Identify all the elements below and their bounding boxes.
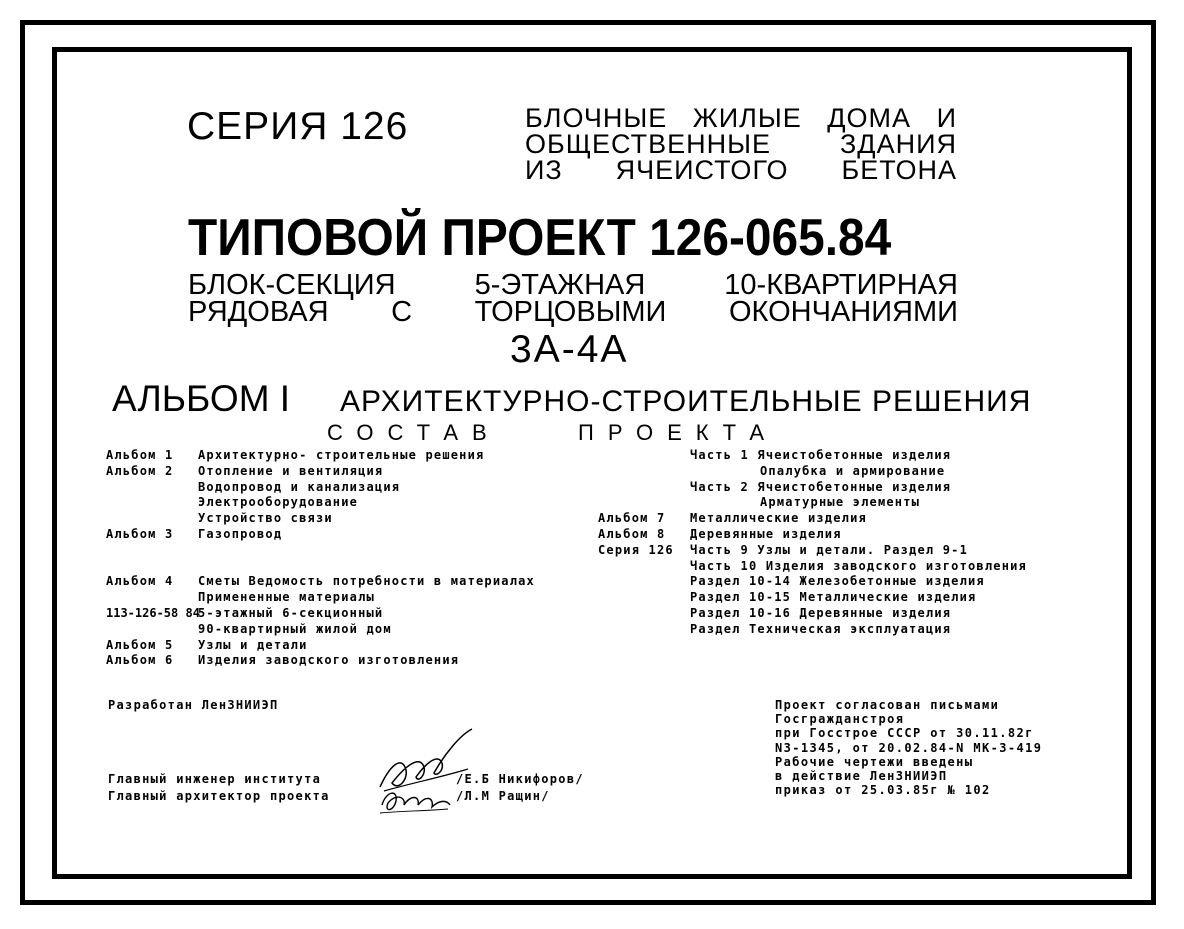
chief-engineer-title: Главный инженер института — [108, 772, 322, 786]
project-code: 3А-4А — [510, 328, 629, 371]
list-item — [106, 638, 535, 654]
list-text: Отопление и вентиляция — [198, 463, 384, 478]
chief-architect-title: Главный архитектор проекта — [108, 789, 330, 803]
list-label: 113-126-58 84 — [106, 605, 200, 620]
approval-line: Проект согласован письмами — [775, 698, 1000, 712]
approval-line: Рабочие чертежи введены — [775, 754, 974, 769]
list-item — [598, 480, 1027, 496]
list-text: Часть 10 Изделия заводского изготовления — [690, 558, 1027, 573]
composition-heading-2: ПРОЕКТА — [578, 420, 778, 445]
series-number: СЕРИЯ 126 — [187, 105, 409, 148]
list-text: Часть 1 Ячеистобетонные изделия — [690, 448, 952, 462]
list-label: Альбом 5 — [106, 637, 174, 652]
list-item — [106, 527, 535, 543]
subject-line: ИЗ ЯЧЕИСТОГО БЕТОНА — [525, 155, 957, 185]
chief-architect-name: /Л.М Ращин/ — [456, 789, 550, 803]
list-text: Архитектурно- строительные решения — [198, 448, 485, 462]
list-item — [598, 543, 1027, 559]
series-subject — [525, 105, 957, 183]
list-text: Опалубка и армирование — [760, 463, 946, 478]
list-text: Часть 2 Ячеистобетонные изделия — [690, 479, 952, 494]
list-item — [598, 464, 1027, 480]
list-text: Арматурные элементы — [760, 495, 921, 510]
list-label: Альбом 2 — [106, 463, 174, 478]
approval-line: Госгражданстроя — [775, 712, 905, 727]
list-label: Альбом 4 — [106, 574, 174, 589]
list-text: Устройство связи — [198, 511, 333, 526]
list-item — [106, 464, 535, 480]
right-contents-list — [598, 448, 1027, 638]
list-item — [106, 495, 535, 511]
list-label: Серия 126 — [598, 542, 674, 557]
subject-line: БЛОЧНЫЕ ЖИЛЫЕ ДОМА И — [525, 103, 957, 133]
list-text: Деревянные изделия — [690, 526, 842, 541]
list-text: Сметы Ведомость потребности в материалах — [198, 574, 535, 589]
list-item — [598, 495, 1027, 511]
list-label: Альбом 3 — [106, 526, 174, 541]
list-item — [106, 511, 535, 527]
approval-line: N3-1345, от 20.02.84-N МК-3-419 — [775, 740, 1043, 755]
album-number: АЛЬБОМ I — [112, 378, 291, 419]
approval-line: при Госстрое СССР от 30.11.82г — [775, 726, 1034, 741]
list-text: Раздел Техническая эксплуатация — [690, 621, 952, 636]
list-label: Альбом 7 — [598, 511, 666, 526]
list-text: 90-квартирный жилой дом — [198, 621, 392, 636]
list-item — [598, 606, 1027, 622]
list-label: Альбом 1 — [106, 448, 174, 462]
approval-block — [775, 698, 1042, 797]
list-text: Примененные материалы — [198, 590, 375, 605]
composition-heading: СОСТАВ — [327, 420, 501, 445]
left-contents-list — [106, 448, 535, 669]
list-item — [106, 622, 535, 638]
list-item — [598, 511, 1027, 527]
list-text: Металлические изделия — [690, 511, 867, 526]
list-label: Альбом 6 — [106, 653, 174, 668]
project-description — [188, 269, 958, 328]
list-label: Альбом 8 — [598, 526, 666, 541]
list-spacer — [106, 559, 535, 575]
approval-line: приказ от 25.03.85г № 102 — [775, 783, 991, 798]
developed-by: Разработан ЛенЗНИИЭП — [108, 698, 279, 712]
list-item — [598, 527, 1027, 543]
list-text: Часть 9 Узлы и детали. Раздел 9-1 — [690, 542, 969, 557]
list-item — [106, 590, 535, 606]
list-spacer — [106, 543, 535, 559]
approval-line: в действие ЛенЗНИИЭП — [775, 769, 948, 784]
album-title: АРХИТЕКТУРНО-СТРОИТЕЛЬНЫЕ РЕШЕНИЯ — [340, 385, 1032, 418]
list-text: Раздел 10-16 Деревянные изделия — [690, 605, 952, 620]
list-item — [598, 622, 1027, 638]
list-text: Электрооборудование — [198, 495, 359, 510]
list-item — [598, 574, 1027, 590]
list-item — [106, 574, 535, 590]
list-item — [106, 653, 535, 669]
subject-line: ОБЩЕСТВЕННЫЕ ЗДАНИЯ — [525, 129, 957, 159]
list-text: 5-этажный 6-секционный — [198, 605, 384, 620]
list-text: Раздел 10-15 Металлические изделия — [690, 590, 977, 605]
description-line: РЯДОВАЯ С ТОРЦОВЫМИ ОКОНЧАНИЯМИ — [188, 296, 958, 328]
list-text: Раздел 10-14 Железобетонные изделия — [690, 574, 985, 589]
list-item — [106, 480, 535, 496]
list-item — [598, 590, 1027, 606]
list-item — [598, 448, 1027, 464]
signature-architect-icon — [376, 785, 456, 819]
project-title: ТИПОВОЙ ПРОЕКТ 126-065.84 — [188, 209, 892, 267]
list-item — [598, 559, 1027, 575]
list-item — [106, 606, 535, 622]
list-text: Изделия заводского изготовления — [198, 653, 460, 668]
chief-engineer-name: /Е.Б Никифоров/ — [456, 772, 584, 786]
list-text: Газопровод — [198, 526, 283, 541]
list-text: Водопровод и канализация — [198, 479, 401, 494]
list-text: Узлы и детали — [198, 637, 308, 652]
description-line: БЛОК-СЕКЦИЯ 5-ЭТАЖНАЯ 10-КВАРТИРНАЯ — [188, 269, 958, 301]
list-item — [106, 448, 535, 464]
